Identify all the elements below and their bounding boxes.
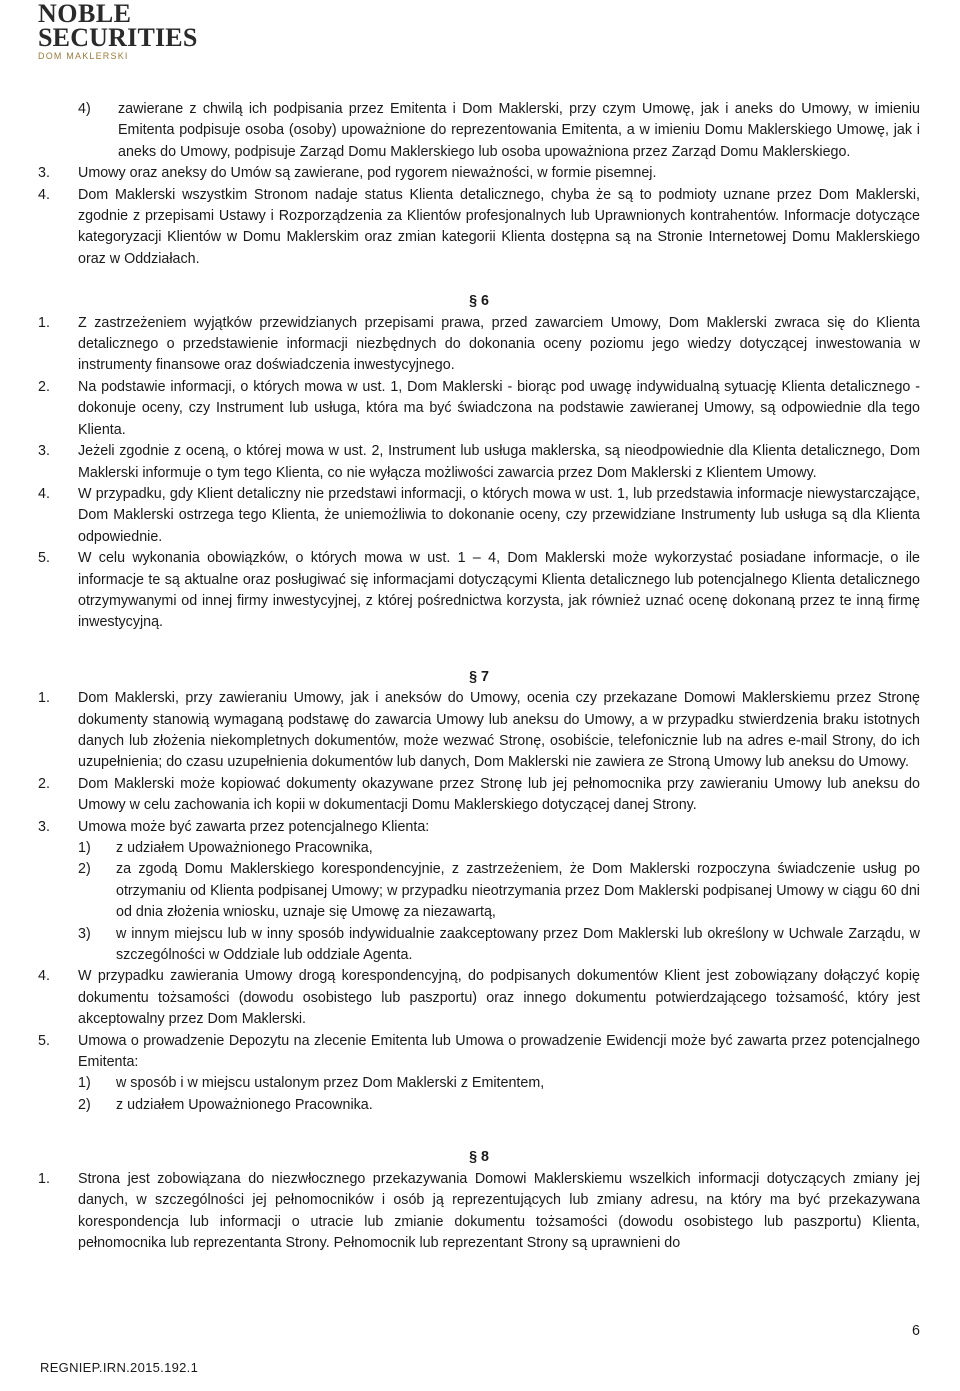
company-logo [38,2,208,62]
item-text: Dom Maklerski, przy zawieraniu Umowy, jak i aneksów do Umowy, ocenia czy przekazane Domowi Maklerskiemu przez Stronę dokumenty stanowią wymaganą podstawę do zawarcia Umowy lub aneksu do Umowy, a w przypadku stwierdzenia braku istotnych danych lub złożenia niekompletnych dokumentów, może wezwać Stronę, osobiście, telefonicznie lub na adres e-mail Strony, do ich uzupełnienia; do czasu uzupełnienia dokumentów lub danych, Dom Maklerski nie zawiera ze Stroną Umowy lub aneksu do Umowy. [78,690,920,771]
footer-document-code: REGNIEP.IRN.2015.192.1 [40,1360,199,1375]
item-number: 4) [78,101,91,117]
item-text: W celu wykonania obowiązków, o których mowa w ust. 1 – 4, Dom Maklerski może wykorzystać posiadane informacje, o ile informacje te są aktualne oraz posługiwać się informacjami dotyczącymi Klienta detalicznego lub potencjalnego Klienta detalicznego otrzymywanymi od innej firmy inwestycyjnej, z której pośrednictwa korzysta, jak również uznać ocenę dokonaną przez te inną firmę inwestycyjną. [78,550,920,631]
item-number: 3. [38,818,50,835]
item-number: 4. [38,968,50,985]
item-number: 2) [78,1096,91,1113]
list-item [38,966,920,1030]
item-number: 5. [38,1032,50,1049]
item-number: 2) [78,861,91,878]
list-item [78,99,920,163]
item-number: 5. [38,550,50,567]
list-item [38,1169,920,1255]
sub-list-item [78,1095,920,1116]
section-heading-6: § 6 [469,293,489,310]
list-item [38,484,920,548]
item-text: Dom Maklerski wszystkim Stronom nadaje status Klienta detalicznego, chyba że są to podmioty uznane przez Dom Maklerski, zgodnie z przepisami Ustawy i Rozporządzenia za Klientów profesjonalnych lub Uprawnionych kontrahentów. Informacje dotyczące kategoryzacji Klientów w Domu Maklerskim oraz zmian kategorii Klienta dostępna są na Stronie Internetowej Domu Maklerskiego oraz w Oddziałach. [78,186,920,267]
item-number: 2. [38,775,50,792]
item-text: zawierane z chwilą ich podpisania przez Emitenta i Dom Maklerski, przy czym Umowę, jak i aneks do Umowy, w imieniu Emitenta podpisuje osoba (osoby) upoważnione do reprezentowania Emitenta, a w imieniu Domu Maklerskiego Umowę, jak i aneks do Umowy, podpisuje Zarząd Domu Maklerskiego lub osoba upoważniona przez Zarząd Domu Maklerskiego. [118,101,920,160]
item-number: 4. [38,485,50,502]
item-text: w innym miejscu lub w inny sposób indywidualnie zaakceptowany przez Dom Maklerski lub określony w Uchwale Zarządu, w szczególności w Oddziale lub oddziale Agenta. [116,925,920,964]
sub-list-item [78,859,920,923]
item-text: za zgodą Domu Maklerskiego korespondencyjnie, z zastrzeżeniem, że Dom Maklerski rozpoczyna świadczenie usług po otrzymaniu od Klienta podpisanej Umowy; w przypadku nieotrzymania przez Dom Maklerski podpisanej Umowy w ciągu 60 dni od dnia złożenia wniosku, uznaje się Umowę za niezawartą, [116,861,920,921]
item-text: Jeżeli zgodnie z oceną, o której mowa w ust. 2, Instrument lub usługa maklerska, są nieodpowiednie dla Klienta detalicznego, Dom Maklerski informuje o tym tego Klienta, co nie wyłącza możliwości zawarcia przez Dom Maklerski z Klientem Umowy. [78,443,920,481]
section-heading-7: § 7 [469,668,489,685]
list-item [38,185,920,271]
item-text: Strona jest zobowiązana do niezwłocznego przekazywania Domowi Maklerskiemu wszelkich informacji dotyczących zmiany jej danych, w szczególności jej pełnomocników i osób ją reprezentujących lub zmiany adresu, na który ma być przekazywana korespondencja lub informacji o utracie lub zmianie dokumentu tożsamości (dowodu osobistego lub paszportu) Klienta, pełnomocnika lub reprezentanta Strony. Pełnomocnik lub reprezentant Strony są uprawnieni do [78,1170,920,1251]
item-number: 1. [38,314,50,331]
item-text: Umowa o prowadzenie Depozytu na zlecenie Emitenta lub Umowa o prowadzenie Ewidencji może być zawarta przez potencjalnego Emitenta: [78,1032,920,1071]
item-text: Dom Maklerski może kopiować dokumenty okazywane przez Stronę lub jej pełnomocnika przy zawieraniu Umowy lub aneksu do Umowy w celu zachowania ich kopii w dokumentacji Domu Maklerskiego dotyczącej danej Strony. [78,775,920,814]
list-item [38,1031,920,1074]
list-item [38,548,920,634]
sub-list-item [78,838,920,859]
item-number: 3) [78,925,91,942]
item-text: Na podstawie informacji, o których mowa w ust. 1, Dom Maklerski - biorąc pod uwagę indywidualną sytuację Klienta detalicznego - dokonuje oceny, czy Instrument lub usługa, która ma być świadczona na podstawie zawieranej Umowy, są odpowiednie dla tego Klienta. [78,378,920,438]
sub-list-item [78,1073,920,1094]
item-text: W przypadku zawierania Umowy drogą korespondencyjną, do podpisanych dokumentów Klient jest zobowiązany dołączyć kopię dokumentu tożsamości (dowodu osobistego lub paszportu) oraz innego dokumentu potwierdzającego tożsamość, który jest akceptowalny przez Dom Maklerski. [78,968,920,1028]
list-item [38,163,920,184]
list-item [38,313,920,377]
item-text: W przypadku, gdy Klient detaliczny nie przedstawi informacji, o których mowa w ust. 1, lub przedstawia informacje niewystarczające, Dom Maklerski ostrzega tego Klienta, że uniemożliwia to dokonanie oceny, czy przewidziane Instrumenty lub usługa są dla Klienta odpowiednie. [78,485,920,545]
item-text: Umowy oraz aneksy do Umów są zawierane, pod rygorem nieważności, w formie pisemnej. [78,165,657,182]
item-number: 4. [38,186,50,203]
list-item [38,377,920,441]
logo-line-noble: NOBLE [38,0,132,28]
list-item [38,688,920,774]
item-text: Z zastrzeżeniem wyjątków przewidzianych przepisami prawa, przed zawarciem Umowy, Dom Maklerski zwraca się do Klienta detalicznego o przedstawienie informacji niezbędnych do dokonania oceny poziomu jego wiedzy dotyczącej inwestowania w instrumenty finansowe oraz doświadczenia inwestycyjnego. [78,314,920,374]
item-number: 1. [38,690,50,707]
section-heading-8: § 8 [469,1149,489,1166]
logo-line-dom-maklerski: DOM MAKLERSKI [38,51,129,61]
item-text: z udziałem Upoważnionego Pracownika. [116,1096,373,1113]
logo-line-securities: SECURITIES [38,23,198,52]
page-number: 6 [912,1323,920,1339]
item-number: 1) [78,1075,91,1092]
item-text: z udziałem Upoważnionego Pracownika, [116,840,373,856]
item-number: 2. [38,378,50,395]
item-text: Umowa może być zawarta przez potencjalnego Klienta: [78,818,430,835]
document-body [38,99,920,1254]
list-item [38,774,920,817]
item-number: 1) [78,840,91,856]
item-text: w sposób i w miejscu ustalonym przez Dom Maklerski z Emitentem, [116,1075,545,1092]
list-item [38,441,920,484]
item-number: 3. [38,165,50,182]
item-number: 3. [38,443,50,460]
item-number: 1. [38,1170,50,1187]
sub-list-item [78,924,920,967]
list-item [38,817,920,838]
